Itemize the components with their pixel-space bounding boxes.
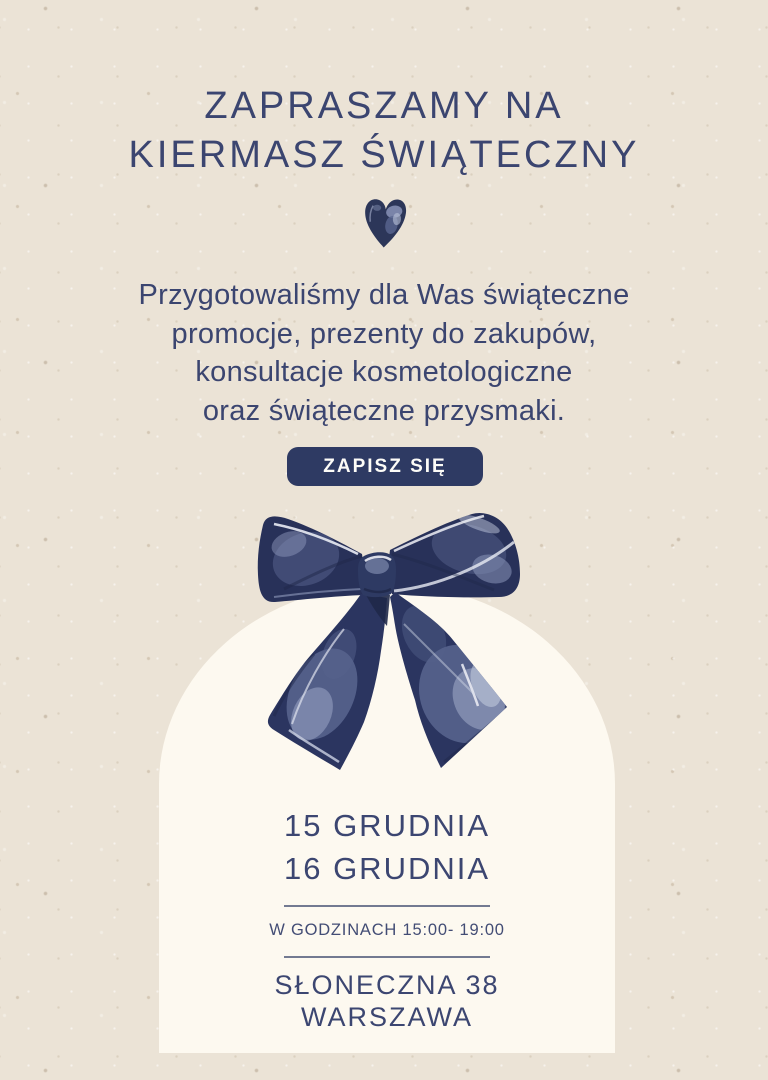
event-date-1: 15 GRUDNIA: [283, 808, 491, 843]
bow-icon: [244, 494, 524, 776]
event-address-city: WARSZAWA: [301, 1002, 473, 1032]
intro-line: promocje, prezenty do zakupów,: [171, 317, 597, 350]
divider: [284, 956, 490, 958]
heart-icon: [362, 196, 408, 250]
intro-text: [0, 276, 768, 430]
event-address-street: SŁONECZNA 38: [274, 970, 500, 1000]
title-line-1: ZAPRASZAMY NA: [204, 85, 564, 127]
page-title: [0, 82, 768, 180]
intro-line: oraz świąteczne przysmaki.: [202, 394, 566, 427]
signup-button[interactable]: ZAPISZ SIĘ: [287, 447, 483, 486]
divider: [284, 905, 490, 907]
intro-line: konsultacje kosmetologiczne: [195, 356, 573, 388]
intro-line: Przygotowaliśmy dla Was świąteczne: [138, 279, 630, 311]
event-hours: W GODZINACH 15:00- 19:00: [269, 921, 505, 939]
title-line-2: KIERMASZ ŚWIĄTECZNY: [128, 134, 640, 176]
event-date-2: 16 GRUDNIA: [283, 851, 491, 886]
